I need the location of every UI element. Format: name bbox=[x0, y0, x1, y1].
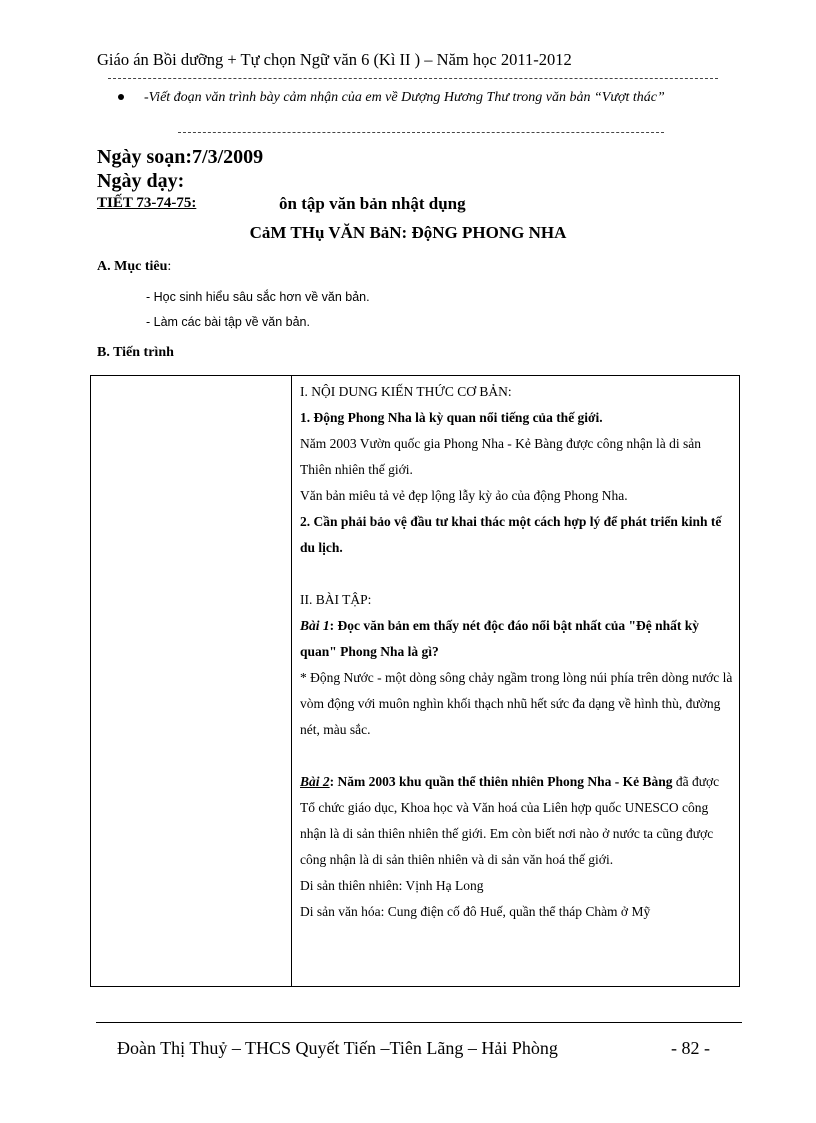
bullet-dot-icon bbox=[118, 94, 124, 100]
point1-desc: Năm 2003 Vườn quốc gia Phong Nha - Kẻ Bàng được công nhận là di sản Thiên nhiên thế giới. bbox=[300, 436, 701, 477]
section1-title: I. NỘI DUNG KIẾN THỨC CƠ BẢN: bbox=[300, 384, 512, 399]
point2: 2. Cần phải bảo vệ đầu tư khai thác một cách hợp lý để phát triển kinh tế du lịch. bbox=[300, 514, 722, 555]
lesson-table bbox=[90, 375, 740, 987]
header-dashed-rule bbox=[108, 78, 718, 79]
di-san-thien-nhien: Di sản thiên nhiên: Vịnh Hạ Long bbox=[300, 878, 484, 893]
bai2-question bbox=[300, 769, 734, 873]
bai1-label: Bài 1 bbox=[300, 618, 330, 633]
ngay-soan: Ngày soạn:7/3/2009 bbox=[97, 146, 264, 168]
tien-trinh-heading: B. Tiến trình bbox=[97, 345, 174, 360]
bai1-question bbox=[300, 613, 734, 665]
ngay-day: Ngày dạy: bbox=[97, 170, 185, 192]
lesson-content-cell bbox=[300, 379, 734, 925]
blank-line bbox=[300, 561, 734, 587]
bai2-question-rest: đã được Tổ chức giáo dục, Khoa học và Văn hoá của Liên hợp quốc UNESCO công nhận là di sản thiên nhiên thế giới. Em còn biết nơi nào ở nước ta cũng được công nhận là di sản thiên nhiên và di sản văn hoá thế giới. bbox=[300, 774, 720, 867]
di-san-van-hoa: Di sản văn hóa: Cung điện cố đô Huế, quần thể tháp Chàm ở Mỹ bbox=[300, 904, 651, 919]
muc-tieu-heading bbox=[97, 259, 171, 275]
tiet-label: TIẾT 73-74-75: bbox=[97, 195, 197, 211]
table-column-divider bbox=[291, 376, 292, 986]
point1-desc2: Văn bản miêu tả vẻ đẹp lộng lẫy kỳ ảo của động Phong Nha. bbox=[300, 488, 628, 503]
objective-item: - Học sinh hiểu sâu sắc hơn về văn bản. bbox=[146, 290, 370, 304]
page-number: - 82 - bbox=[671, 1038, 710, 1058]
bai2-question-bold: : Năm 2003 khu quần thể thiên nhiên Phong Nha - Kẻ Bàng bbox=[329, 774, 673, 789]
footer-author: Đoàn Thị Thuỷ – THCS Quyết Tiến –Tiên Lãng – Hải Phòng bbox=[117, 1038, 558, 1058]
footer-rule bbox=[96, 1022, 742, 1023]
page-header-title: Giáo án Bồi dưỡng + Tự chọn Ngữ văn 6 (Kì II ) – Năm học 2011-2012 bbox=[97, 50, 572, 69]
assignment-text: -Viết đoạn văn trình bày cảm nhận của em về Dượng Hương Thư trong văn bản “Vượt thác” bbox=[144, 90, 665, 105]
bai1-question-text: : Đọc văn bản em thấy nét độc đáo nổi bật nhất của "Đệ nhất kỳ quan" Phong Nha là gì? bbox=[300, 618, 700, 659]
section-dashed-rule bbox=[178, 132, 664, 133]
bai2-label: Bài 2 bbox=[300, 774, 330, 789]
bai1-answer: * Động Nước - một dòng sông chảy ngầm trong lòng núi phía trên dòng nước là vòm động với muôn nghìn khối thạch nhũ hết sức đa dạng về hình thù, đường nét, màu sắc. bbox=[300, 670, 733, 737]
muc-tieu-label: A. Mục tiêu bbox=[97, 259, 168, 274]
muc-tieu-colon: : bbox=[167, 259, 172, 274]
lesson-subtitle: CảM THụ VĂN BảN: ĐộNG PHONG NHA bbox=[249, 223, 567, 242]
lesson-title: ôn tập văn bản nhật dụng bbox=[279, 194, 466, 213]
objective-item: - Làm các bài tập về văn bản. bbox=[146, 315, 310, 329]
blank-line bbox=[300, 743, 734, 769]
point1: 1. Động Phong Nha là kỳ quan nổi tiếng của thế giới. bbox=[300, 410, 603, 425]
section2-title: II. BÀI TẬP: bbox=[300, 592, 372, 607]
